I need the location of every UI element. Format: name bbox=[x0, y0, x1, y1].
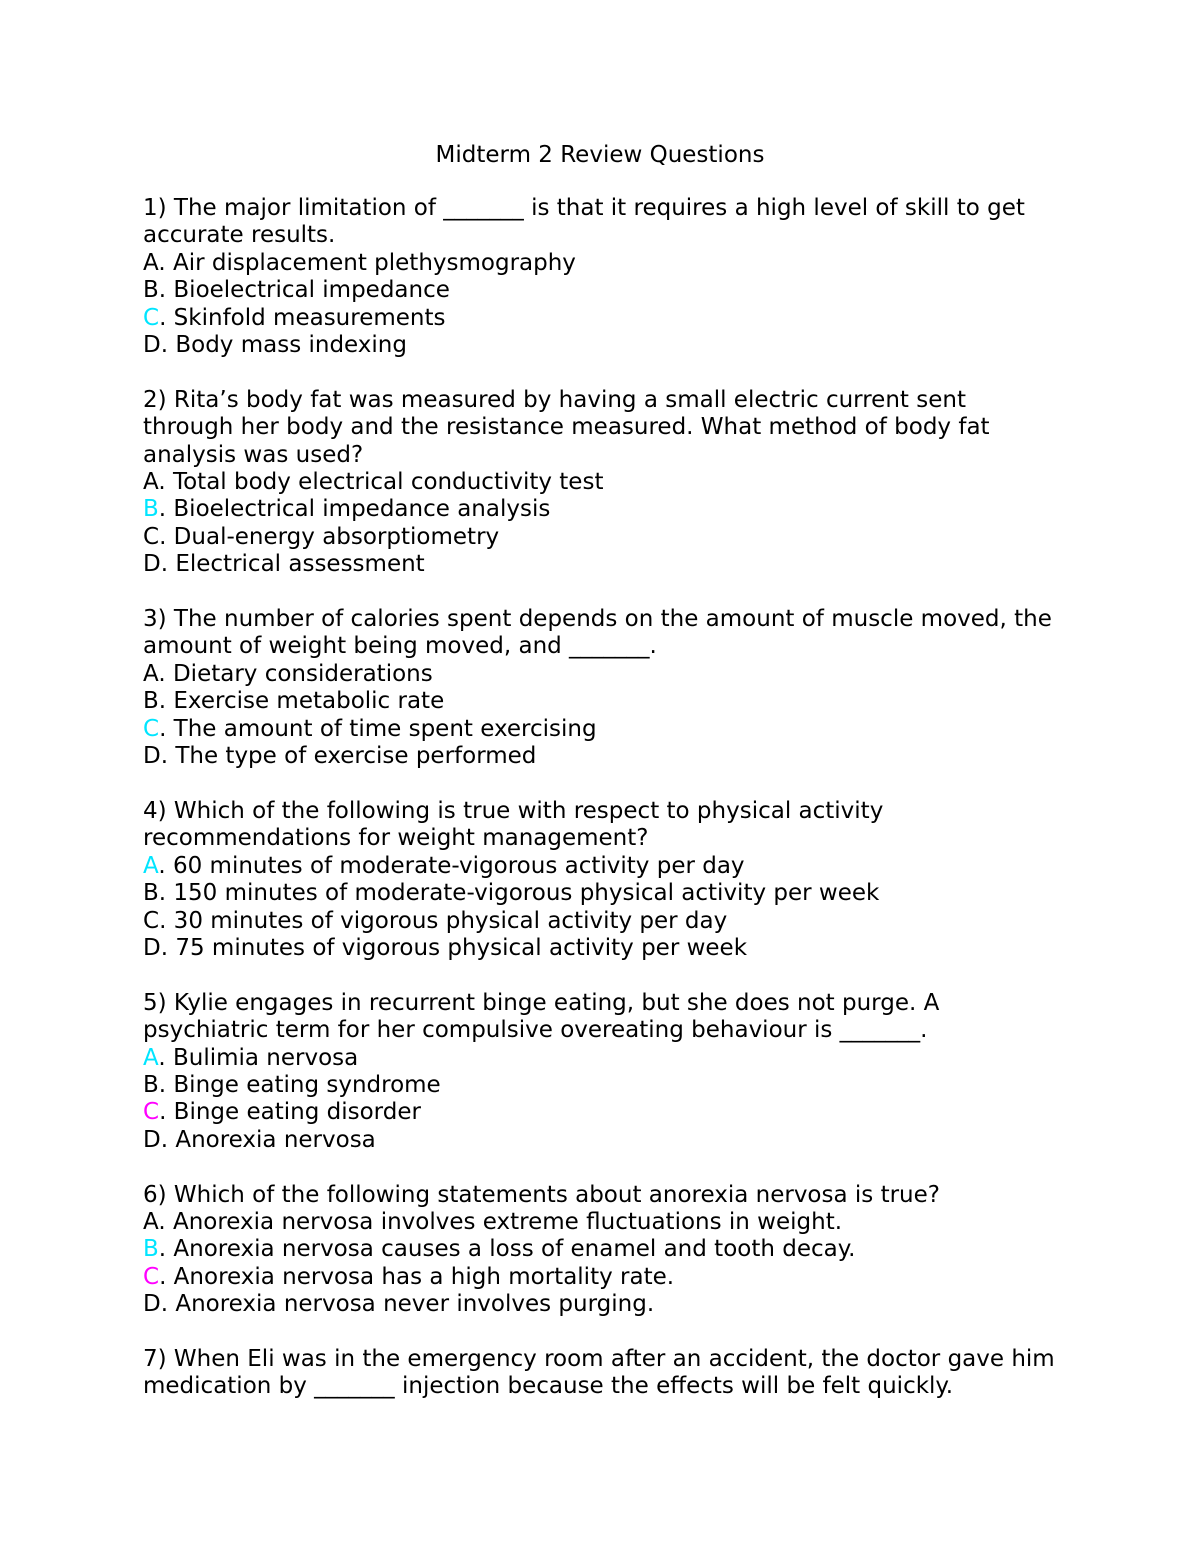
question-text: 3) The number of calories spent depends on the amount of muscle moved, the amount of weight being moved, and _______. bbox=[143, 606, 1052, 660]
question-6 bbox=[143, 1182, 1063, 1319]
answer-option bbox=[143, 1236, 1063, 1263]
question-4 bbox=[143, 798, 1063, 962]
answer-option bbox=[143, 935, 1063, 962]
option-letter: D bbox=[143, 1126, 161, 1153]
answer-option bbox=[143, 688, 1063, 715]
option-text: . Binge eating syndrome bbox=[158, 1071, 441, 1098]
answer-option bbox=[143, 1264, 1063, 1291]
question-text: 7) When Eli was in the emergency room after an accident, the doctor gave him medication by _______ injection because the effects will be felt quickly. bbox=[143, 1345, 1055, 1400]
option-letter: D bbox=[143, 743, 161, 770]
option-letter: A bbox=[143, 852, 159, 879]
option-text: . Bioelectrical impedance bbox=[158, 277, 450, 304]
answer-option bbox=[143, 1045, 1063, 1072]
answer-option bbox=[143, 853, 1063, 880]
option-letter: C bbox=[143, 1263, 160, 1290]
answer-option bbox=[143, 305, 1063, 332]
option-letter: A bbox=[143, 660, 159, 687]
option-letter: C bbox=[143, 523, 160, 550]
option-letter: C bbox=[143, 1099, 160, 1126]
option-letter: A bbox=[143, 1044, 159, 1071]
option-text: . Electrical assessment bbox=[160, 551, 425, 578]
option-text: . Exercise metabolic rate bbox=[158, 688, 445, 715]
question-7 bbox=[143, 1346, 1063, 1401]
option-letter: D bbox=[143, 934, 161, 961]
answer-option bbox=[143, 1209, 1063, 1236]
option-text: . The amount of time spent exercising bbox=[159, 715, 597, 742]
option-letter: A bbox=[143, 469, 159, 496]
answer-option bbox=[143, 880, 1063, 907]
option-letter: C bbox=[143, 304, 160, 331]
option-text: . 75 minutes of vigorous physical activity per week bbox=[160, 934, 748, 961]
question-text: 6) Which of the following statements about anorexia nervosa is true? bbox=[143, 1181, 940, 1208]
option-text: . Anorexia nervosa causes a loss of enamel and tooth decay. bbox=[158, 1236, 856, 1263]
option-letter: D bbox=[143, 332, 161, 359]
question-text: 5) Kylie engages in recurrent binge eating, but she does not purge. A psychiatric term for her compulsive overeating behaviour is _______. bbox=[143, 989, 940, 1044]
option-text: . Body mass indexing bbox=[160, 332, 407, 359]
option-letter: D bbox=[143, 551, 161, 578]
question-text: 1) The major limitation of _______ is that it requires a high level of skill to get accurate results. bbox=[143, 195, 1025, 249]
option-letter: B bbox=[143, 880, 159, 907]
answer-option bbox=[143, 1127, 1063, 1154]
answer-option bbox=[143, 1291, 1063, 1318]
option-text: . 30 minutes of vigorous physical activity per day bbox=[159, 907, 728, 934]
question-1 bbox=[143, 195, 1063, 359]
option-text: . 150 minutes of moderate-vigorous physical activity per week bbox=[158, 880, 880, 907]
answer-option bbox=[143, 743, 1063, 770]
option-text: . The type of exercise performed bbox=[160, 743, 537, 770]
option-letter: B bbox=[143, 1071, 159, 1098]
answer-option bbox=[143, 250, 1063, 277]
option-letter: B bbox=[143, 277, 159, 304]
option-letter: B bbox=[143, 496, 159, 523]
answer-option bbox=[143, 551, 1063, 578]
option-text: . Anorexia nervosa bbox=[160, 1126, 376, 1153]
option-text: . Bulimia nervosa bbox=[158, 1044, 359, 1071]
question-2 bbox=[143, 387, 1063, 579]
option-letter: C bbox=[143, 715, 160, 742]
option-letter: B bbox=[143, 1236, 159, 1263]
answer-option bbox=[143, 908, 1063, 935]
answer-option bbox=[143, 496, 1063, 523]
option-letter: C bbox=[143, 907, 160, 934]
option-letter: D bbox=[143, 1291, 161, 1318]
question-text: 2) Rita’s body fat was measured by having a small electric current sent through her body and the resistance measured. What method of body fat analysis was used? bbox=[143, 386, 990, 468]
option-text: . Dual-energy absorptiometry bbox=[159, 523, 500, 550]
option-text: . Binge eating disorder bbox=[159, 1099, 421, 1126]
option-text: . Skinfold measurements bbox=[159, 304, 446, 331]
answer-option bbox=[143, 661, 1063, 688]
answer-option bbox=[143, 1099, 1063, 1126]
page-title: Midterm 2 Review Questions bbox=[435, 142, 765, 168]
answer-option bbox=[143, 524, 1063, 551]
option-text: . Air displacement plethysmography bbox=[158, 249, 576, 276]
option-letter: B bbox=[143, 688, 159, 715]
option-text: . Total body electrical conductivity test bbox=[158, 469, 604, 496]
answer-option bbox=[143, 277, 1063, 304]
option-letter: A bbox=[143, 249, 159, 276]
option-text: . Anorexia nervosa involves extreme fluctuations in weight. bbox=[158, 1208, 843, 1235]
question-5 bbox=[143, 990, 1063, 1154]
option-text: . Dietary considerations bbox=[158, 660, 433, 687]
question-list bbox=[143, 195, 1063, 1428]
option-text: . Anorexia nervosa has a high mortality rate. bbox=[159, 1263, 675, 1290]
option-text: . Anorexia nervosa never involves purging. bbox=[160, 1291, 655, 1318]
answer-option bbox=[143, 469, 1063, 496]
answer-option bbox=[143, 332, 1063, 359]
question-3 bbox=[143, 606, 1063, 770]
option-text: . 60 minutes of moderate-vigorous activity per day bbox=[158, 852, 745, 879]
question-text: 4) Which of the following is true with respect to physical activity recommendations for weight management? bbox=[143, 797, 884, 852]
answer-option bbox=[143, 1072, 1063, 1099]
option-letter: A bbox=[143, 1208, 159, 1235]
option-text: . Bioelectrical impedance analysis bbox=[158, 496, 551, 523]
answer-option bbox=[143, 716, 1063, 743]
